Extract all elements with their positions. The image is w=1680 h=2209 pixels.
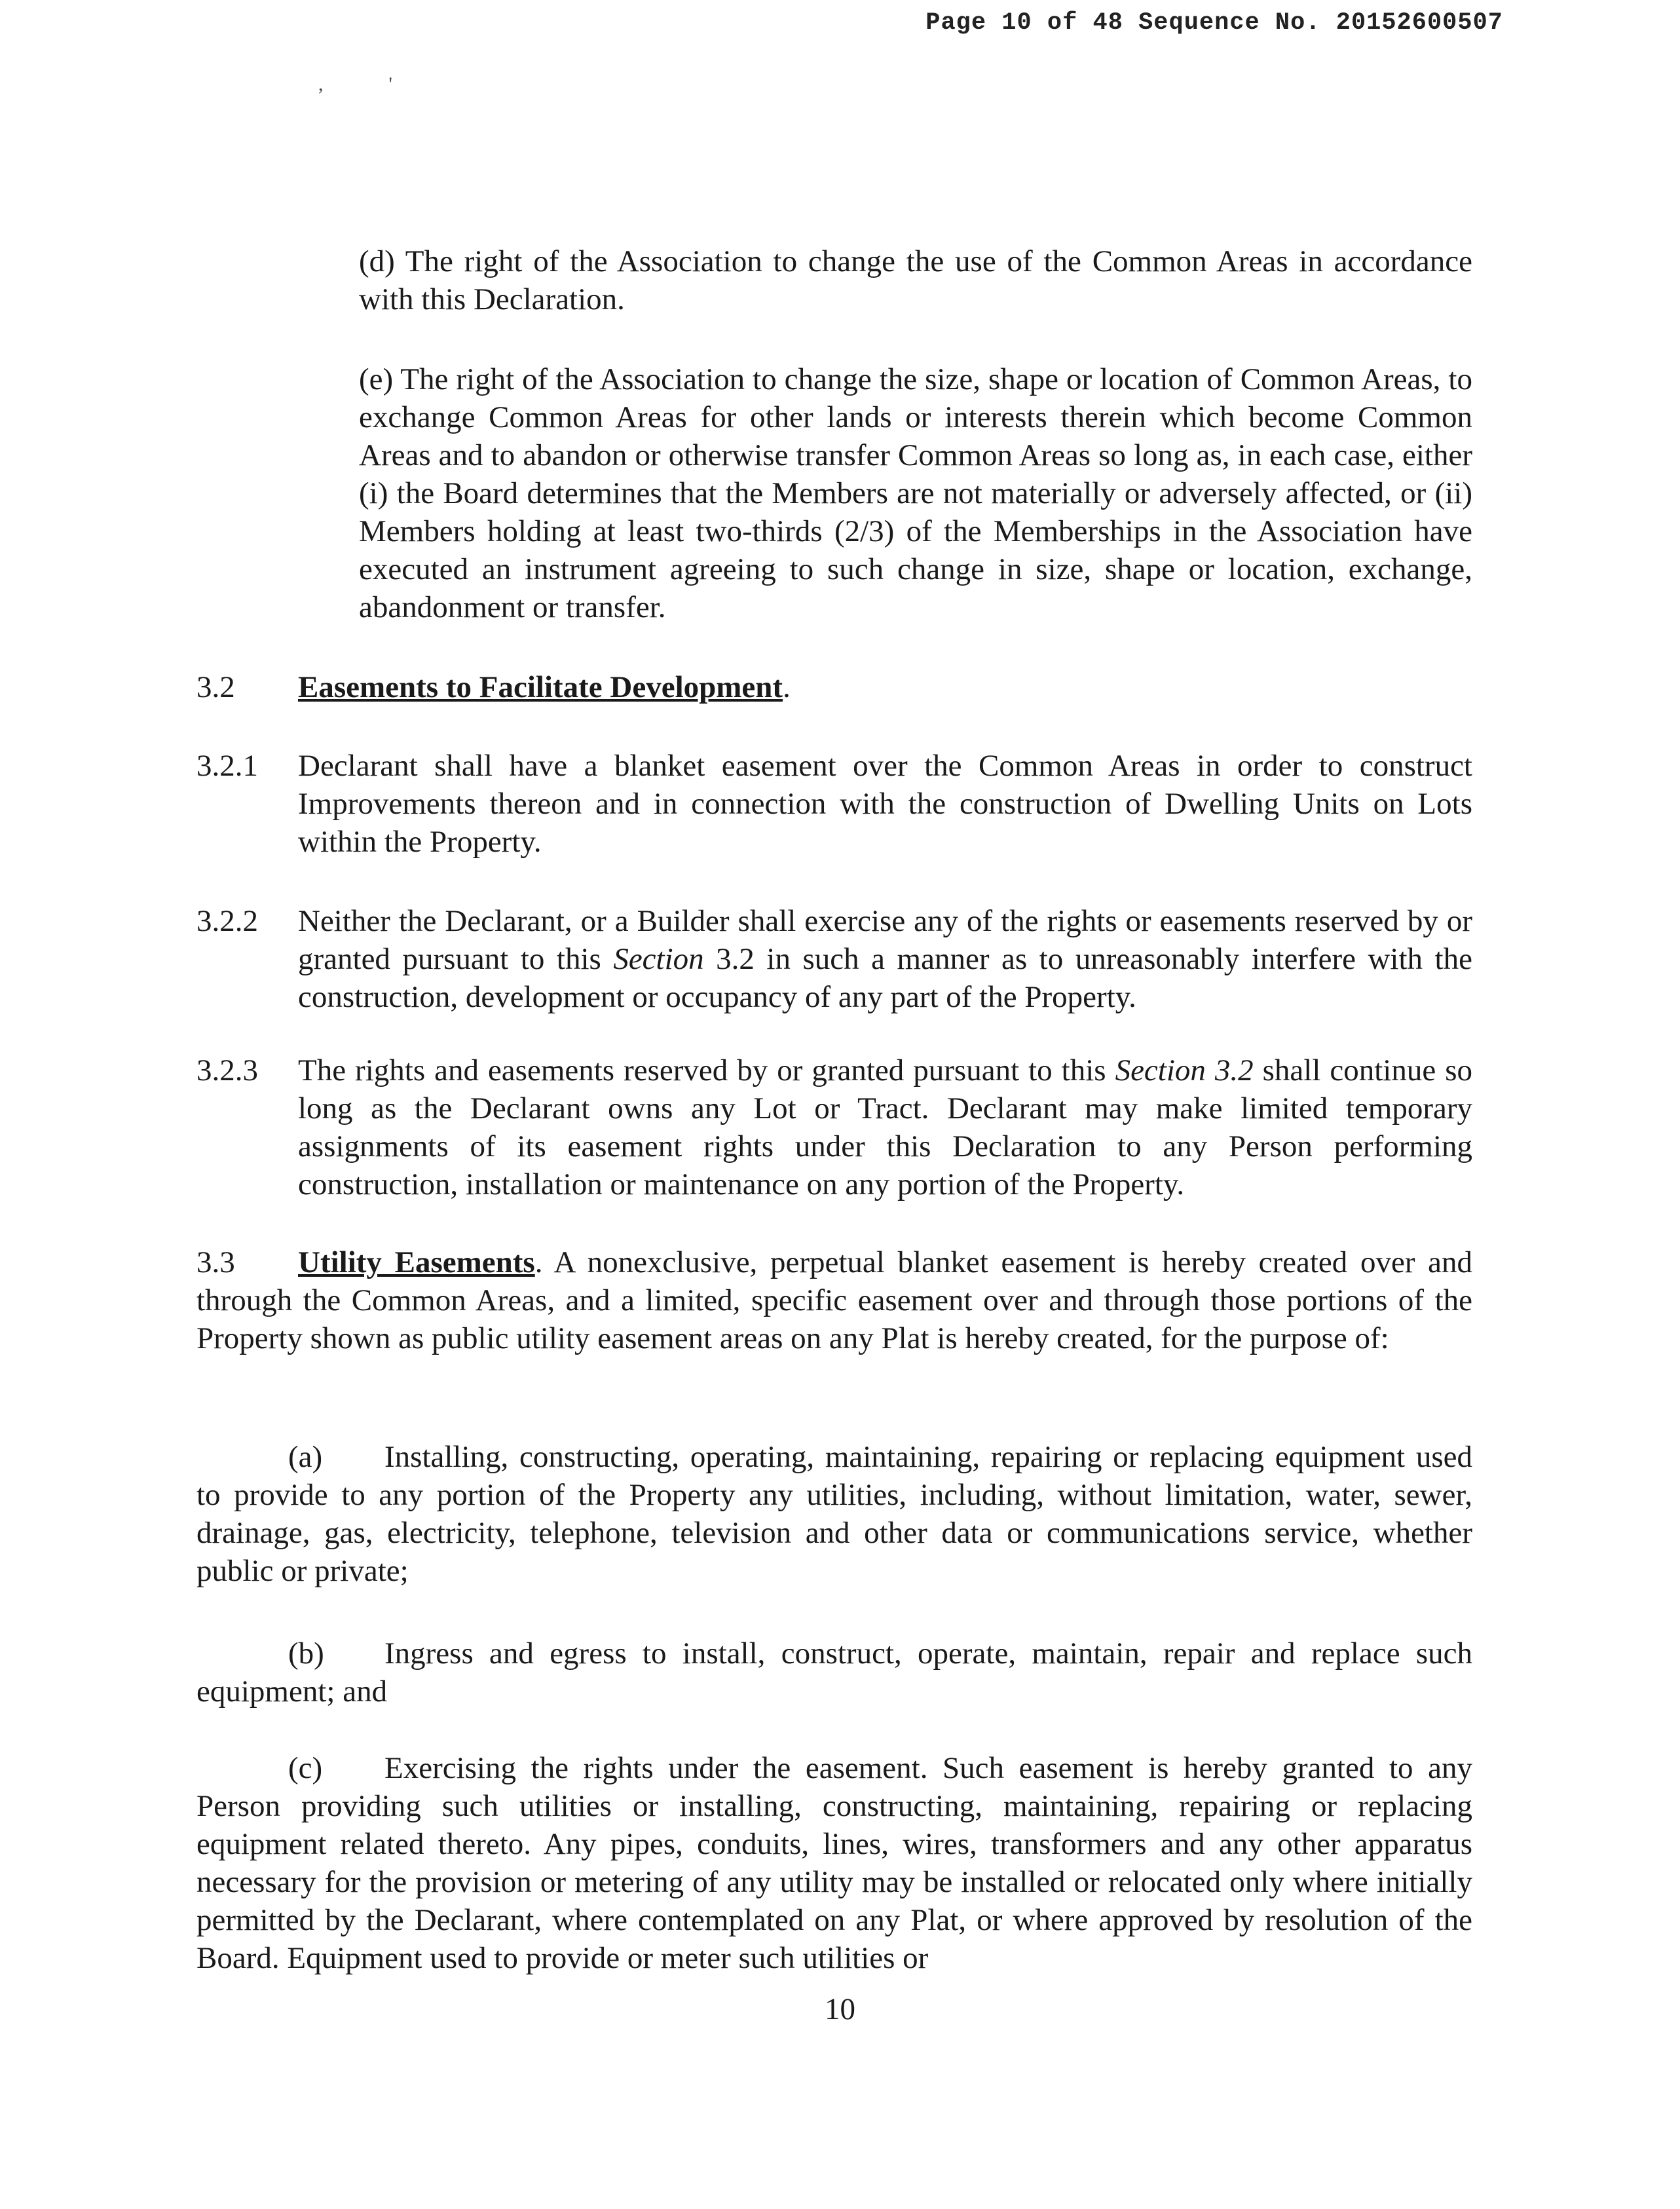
section-3-2-3-text-before: The rights and easements reserved by or granted pursuant to this [298, 1053, 1115, 1087]
section-3-2-title-punct: . [783, 670, 791, 704]
subitem-b [196, 1634, 1472, 1710]
scan-specks: , ' [318, 73, 392, 95]
section-3-2-3-text [298, 1051, 1472, 1203]
section-3-2-number: 3.2 [196, 670, 235, 704]
subitem-b-text: Ingress and egress to install, construct, operate, maintain, repair and replace such equipment; and [196, 1636, 1472, 1709]
subitem-c [196, 1749, 1472, 1977]
subitem-a-text: Installing, constructing, operating, maintaining, repairing or replacing equipment used to provide to any portion of the Property any utilities, including, without limitation, water, sewer, drainage, gas, electricity, telephone, television and other data or communications service, whether public or private; [196, 1440, 1472, 1588]
paragraph-d: (d) The right of the Association to change the use of the Common Areas in accordance with this Declaration. [359, 244, 1472, 316]
section-3-2-2-text [298, 902, 1472, 1016]
section-3-2-2-text-before: Neither the Declarant, or a Builder shall exercise any of the rights or easements reserved by or granted pursuant to this [298, 904, 1472, 976]
subitem-a-label: (a) [288, 1440, 323, 1474]
section-3-2-3-number: 3.2.3 [196, 1053, 258, 1087]
subitem-a [196, 1438, 1472, 1590]
page-number: 10 [825, 1992, 855, 2026]
section-3-3-title: Utility Easements [298, 1245, 535, 1279]
section-3-3-text: . A nonexclusive, perpetual blanket easement is hereby created over and through the Common Areas, and a limited, specific easement over and through those portions of the Property shown as public utility easement areas on any Plat is hereby created, for the purpose of: [196, 1245, 1473, 1355]
section-3-2-3-ref: Section 3.2 [1115, 1053, 1254, 1087]
section-3-2-3-text-after: shall continue so long as the Declarant owns any Lot or Tract. Declarant may make limited temporary assignments of its easement rights under this Declaration to any Person performing construction, installation or maintenance on any portion of the Property. [298, 1053, 1472, 1201]
subitem-b-label: (b) [288, 1636, 324, 1671]
subitem-c-label: (c) [288, 1751, 323, 1785]
section-3-2-2-ref: Section [613, 942, 704, 976]
subitem-c-text: Exercising the rights under the easement. Such easement is hereby granted to any Person providing such utilities or installing, constructing, maintaining, repairing or replacing equipment related thereto. Any pipes, conduits, lines, wires, transformers and any other apparatus necessary for the provision or metering of any utility may be installed or relocated only where initially permitted by the Declarant, where contemplated on any Plat, or where approved by resolution of the Board. Equipment used to provide or meter such utilities or [196, 1751, 1472, 1975]
section-3-3-number: 3.3 [196, 1245, 235, 1279]
section-3-3-paragraph [196, 1243, 1472, 1357]
section-3-2-heading [298, 668, 791, 706]
section-3-2-title: Easements to Facilitate Development [298, 670, 783, 704]
section-3-2-1-number: 3.2.1 [196, 749, 258, 783]
section-3-2-2-text-after: 3.2 in such a manner as to unreasonably interfere with the construction, development or occupancy of any part of the Property. [298, 942, 1472, 1014]
paragraph-e: (e) The right of the Association to change the size, shape or location of Common Areas, to exchange Common Areas for other lands or interests therein which become Common Areas and to abandon or otherwise transfer Common Areas so long as, in each case, either (i) the Board determines that the Members are not materially or adversely affected, or (ii) Members holding at least two-thirds (2/3) of the Memberships in the Association have executed an instrument agreeing to such change in size, shape or location, exchange, abandonment or transfer. [359, 362, 1472, 624]
section-3-2-2-number: 3.2.2 [196, 904, 258, 938]
section-3-2-1-text: Declarant shall have a blanket easement over the Common Areas in order to construct Improvements thereon and in connection with the construction of Dwelling Units on Lots within the Property. [298, 749, 1472, 859]
page-sequence-header: Page 10 of 48 Sequence No. 20152600507 [925, 9, 1503, 37]
